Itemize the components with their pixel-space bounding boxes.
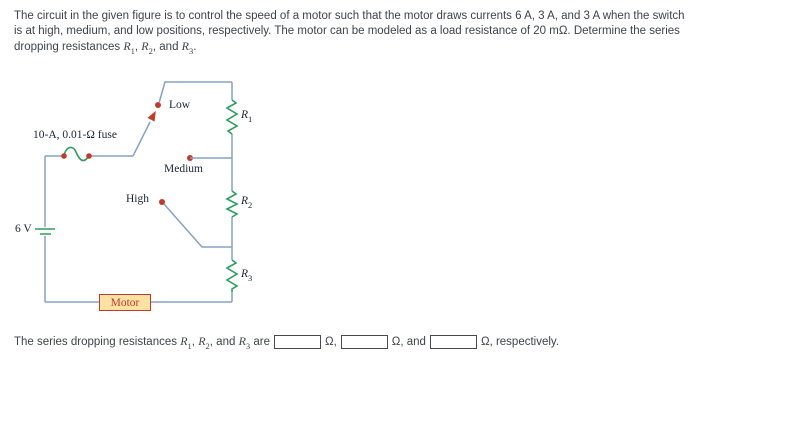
fuse-terminal-dot [61,153,67,159]
high-branch-wire [164,204,232,247]
switch-arrow-icon [148,109,160,122]
fuse-icon [64,147,89,160]
battery-icon [35,229,55,234]
resistor-r3-label: $R_3$ [241,268,253,284]
resistor-r1-label: $R_1$ [241,109,253,125]
motor-label: Motor [110,296,140,309]
problem-line-1: The circuit in the given figure is to control the speed of a motor such that the motor draws currents 6 A, 3 A, and 3 A when the switch [14,10,685,22]
problem-line-2: is at high, medium, and low positions, respectively. The motor can be modeled as a load resistance of 20 mΩ. Determine the series [14,25,680,37]
resistor-r3-icon [227,260,237,292]
answer-input-r1[interactable] [274,335,321,349]
r2-variable: $R_2$ [198,334,210,352]
r3-variable: $R_3$ [181,39,194,57]
source-voltage-label: 6 V [15,223,32,235]
r1-variable: $R_1$ [180,334,192,352]
answer-line: The series dropping resistances $R_1$ , $R_2$ , and $R_3$ are Ω, Ω, and Ω, respectively. [14,334,560,352]
answer-input-r2[interactable] [341,335,388,349]
switch-position-high-label: High [126,193,149,205]
problem-line-3: dropping resistances $R_1$, $R_2$, and $R_3$. [14,39,197,57]
fuse-label: 10-A, 0.01-Ω fuse [33,129,117,141]
resistor-r1-icon [227,100,237,134]
answer-input-r3[interactable] [430,335,477,349]
switch-arm [133,122,150,156]
resistor-r2-label: $R_2$ [241,195,253,211]
low-contact-dot [155,102,161,108]
r3-variable: $R_3$ [238,334,251,352]
switch-position-low-label: Low [169,99,191,111]
switch-position-medium-label: Medium [164,163,203,175]
omega-unit-3: Ω, respectively. [480,336,560,349]
resistor-r2-icon [227,191,237,217]
r2-variable: $R_2$ [141,39,153,57]
omega-unit-2: Ω, and [391,336,426,349]
omega-unit-1: Ω, [324,336,337,349]
fuse-terminal-dot [86,153,92,159]
r1-variable: $R_1$ [123,39,135,57]
motor-box [99,294,151,311]
